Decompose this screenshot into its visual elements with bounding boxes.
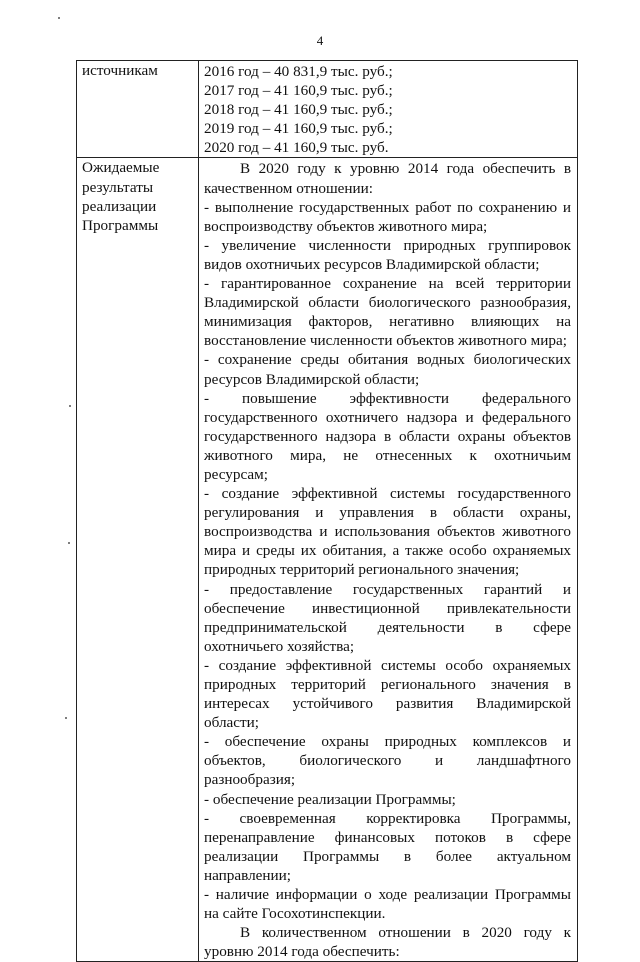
results-intro-paragraph: В 2020 году к уровню 2014 года обеспечить в качественном отношении: bbox=[204, 160, 571, 197]
funding-year-line: 2016 год – 40 831,9 тыс. руб.; bbox=[204, 63, 393, 80]
results-list-item: - обеспечение охраны природных комплексов и объектов, биологического и ландшафтного разнообразия; bbox=[204, 733, 571, 789]
results-list-item: - создание эффективной системы государственного регулирования и управления в области охраны, воспроизводства и использования объектов животного мира и среды их обитания, а также особо охраняемых природных территорий регионального значения; bbox=[204, 485, 571, 579]
results-list-item: - гарантированное сохранение на всей территории Владимирской области биологического разнообразия, минимизация факторов, негативно влияющих на восстановление численности объектов животного мира; bbox=[204, 275, 571, 350]
results-list-item: - своевременная корректировка Программы, перенаправление финансовых потоков в сфере реализации Программы в более актуальном направлении; bbox=[204, 809, 571, 884]
page-number: 4 bbox=[316, 33, 324, 48]
funding-year-line: 2017 год – 41 160,9 тыс. руб.; bbox=[204, 82, 393, 100]
funding-row bbox=[77, 61, 578, 158]
results-text-cell bbox=[199, 158, 578, 962]
scan-speck bbox=[65, 717, 67, 719]
funding-year-line: 2018 год – 41 160,9 тыс. руб.; bbox=[204, 101, 393, 119]
results-list-item: - выполнение государственных работ по сохранению и воспроизводству объектов животного мира; bbox=[204, 198, 571, 235]
results-list-item: - создание эффективной системы особо охраняемых природных территорий регионального значения в интересах устойчивого развития Владимирской области; bbox=[204, 656, 571, 732]
results-row bbox=[77, 158, 578, 962]
results-list-item: - сохранение среды обитания водных биологических ресурсов Владимирской области; bbox=[204, 351, 571, 388]
results-label-line: Ожидаемые bbox=[82, 159, 160, 177]
scan-speck bbox=[68, 542, 70, 544]
funding-year-line: 2019 год – 41 160,9 тыс. руб.; bbox=[204, 120, 393, 138]
scan-speck bbox=[69, 405, 71, 407]
scan-speck bbox=[58, 17, 60, 19]
results-label-cell bbox=[77, 158, 199, 962]
results-quantitative-paragraph: В количественном отношении в 2020 году к уровню 2014 года обеспечить: bbox=[204, 924, 571, 961]
results-label-line: Программы bbox=[82, 216, 159, 234]
results-list-item: - наличие информации о ходе реализации Программы на сайте Госохотинспекции. bbox=[204, 886, 571, 923]
results-label-line: реализации bbox=[82, 197, 157, 215]
results-list-item: - повышение эффективности федерального государственного охотничего надзора и федерального государственного надзора в области охраны объектов животного мира, не отнесенных к охотничьим ресурсам; bbox=[204, 389, 571, 483]
results-list-item: - увеличение численности природных группировок видов охотничьих ресурсов Владимирской области; bbox=[204, 236, 571, 273]
funding-year-line: 2020 год – 41 160,9 тыс. руб. bbox=[204, 139, 389, 157]
funding-label: источникам bbox=[82, 62, 158, 79]
funding-label-cell bbox=[77, 61, 199, 158]
results-list-item: - обеспечение реализации Программы; bbox=[204, 790, 456, 808]
funding-values-cell bbox=[199, 61, 578, 158]
results-label-line: результаты bbox=[82, 178, 154, 196]
results-list-item: - предоставление государственных гарантий и обеспечение инвестиционной привлекательности предпринимательской деятельности в сфере охотничьего хозяйства; bbox=[204, 580, 571, 655]
program-passport-table bbox=[76, 60, 578, 962]
